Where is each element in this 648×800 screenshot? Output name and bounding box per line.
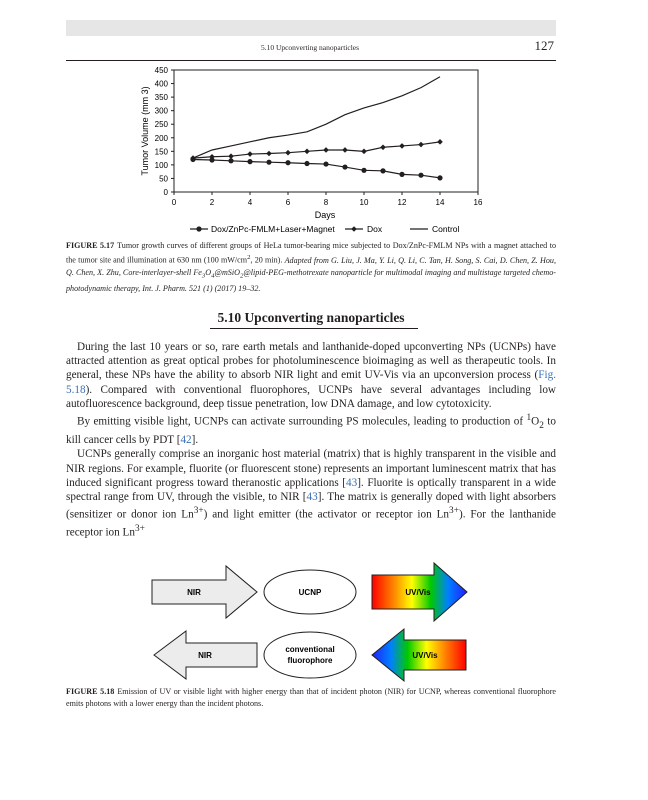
data-point: [361, 149, 367, 155]
fluorophore-label-line2: fluorophore: [287, 656, 333, 665]
x-tick-label: 12: [397, 198, 407, 207]
data-point: [323, 147, 329, 153]
caption-text: , 20 min).: [250, 255, 283, 265]
nir-arrow-right: [152, 566, 257, 618]
data-point: [380, 144, 386, 150]
paragraph: By emitting visible light, UCNPs can activate surrounding PS molecules, leading to production of $^1O_2$ to kill cancer cells by PDT [42].: [66, 413, 556, 447]
y-tick-label: 50: [159, 174, 168, 184]
nir-label: NIR: [187, 588, 201, 597]
figure-label: FIGURE 5.18: [66, 687, 115, 696]
uvvis-label: UV/Vis: [405, 588, 431, 597]
page-number: 127: [534, 38, 554, 53]
figure-5-17-caption: [66, 240, 556, 295]
caption-text: Tumor growth curves of different groups of HeLa tumor-bearing mice subjected to Dox/ZnPc-FMLM NPs with a magnet attached to the tumor site and illumination at 630 nm (100 mW/cm: [66, 241, 557, 265]
x-tick-label: 14: [435, 198, 445, 207]
data-point: [399, 172, 404, 177]
data-point: [361, 168, 366, 173]
chart-axes: [155, 66, 483, 207]
data-point: [228, 153, 234, 159]
caption-source: Adapted from G. Liu, J. Ma, Y. Li, Q. Li, C. Tan, H. Song, S. Cai, D. Chen, Z. Hou, Q. Chen, X. Zhu, Core-interlayer-shell $Fe_3O_4@mSiO_2@lipid-PEG$-methotrexate nanoparticle for multimodal imaging and multistage targeted chemo-photodynamic therapy, Int. J. Pharm. 521 (1) (2017) 19–32.: [66, 255, 556, 294]
tumor-growth-chart: [0, 0, 648, 240]
data-point: [285, 150, 291, 156]
y-axis-label: Tumor Volume (mm 3): [140, 86, 150, 176]
reference-link[interactable]: 43: [346, 476, 358, 489]
x-tick-label: 10: [359, 198, 369, 207]
y-tick-label: 0: [163, 188, 168, 197]
y-tick-label: 300: [154, 106, 168, 116]
data-point: [437, 139, 443, 145]
x-axis-label: Days: [314, 210, 336, 220]
y-tick-label: 100: [154, 160, 168, 170]
data-point: [304, 161, 309, 166]
data-point: [266, 151, 272, 157]
plot-frame: [174, 70, 478, 192]
data-point: [399, 143, 405, 149]
data-point: [342, 147, 348, 153]
data-point: [418, 142, 424, 148]
y-tick-label: 350: [154, 93, 168, 103]
reference-link[interactable]: 43: [306, 491, 318, 503]
chart-series-group: [190, 77, 443, 181]
y-tick-label: 250: [154, 120, 168, 130]
reference-link[interactable]: 42: [180, 434, 192, 447]
upconversion-diagram: [0, 555, 648, 685]
ucnp-label: UCNP: [298, 588, 322, 597]
chart-legend: [190, 224, 460, 234]
section-title-rule: [210, 328, 418, 329]
data-point: [323, 161, 328, 166]
running-head: 5.10 Upconverting nanoparticles: [260, 43, 360, 52]
y-tick-label: 450: [154, 66, 168, 75]
legend-label-dox: Dox: [367, 224, 383, 234]
data-point: [437, 175, 442, 180]
data-point: [342, 164, 347, 169]
figure-5-18-caption: [66, 686, 556, 711]
uvvis-label: UV/Vis: [412, 651, 438, 660]
x-tick-label: 6: [285, 198, 291, 207]
legend-marker-diamond: [351, 226, 357, 232]
x-tick-label: 2: [209, 198, 215, 207]
data-point: [247, 159, 252, 164]
legend-label-control: Control: [432, 224, 460, 234]
y-tick-label: 200: [154, 133, 168, 143]
data-point: [266, 160, 271, 165]
data-point: [304, 149, 310, 155]
section-title: 5.10 Upconverting nanoparticles: [217, 310, 405, 325]
data-point: [380, 168, 385, 173]
x-tick-label: 4: [247, 198, 253, 207]
caption-text: Emission of UV or visible light with higher energy than that of incident photon (NIR) for UCNP, whereas conventional fluorophore emits photons with a lower energy than the incident photons.: [66, 687, 557, 709]
nir-label: NIR: [198, 651, 212, 660]
data-point: [418, 173, 423, 178]
legend-marker-circle: [196, 226, 201, 231]
fluorophore-ellipse: [264, 632, 356, 678]
x-tick-label: 8: [323, 198, 329, 207]
x-tick-label: 0: [171, 198, 177, 207]
data-point: [285, 160, 290, 165]
legend-label-laser: Dox/ZnPc-FMLM+Laser+Magnet: [211, 224, 335, 234]
body-text: [66, 340, 556, 540]
data-point: [247, 151, 253, 157]
figure-link[interactable]: Fig. 5.18: [66, 369, 556, 396]
paragraph: During the last 10 years or so, rare earth metals and lanthanide-doped upconverting NPs (UCNPs) have attracted attention as great optical probes for photoluminescence bioimaging as well as therapeutic tools. In general, these NPs have the ability to absorb NIR light and emit UV-Vis via an upconversion process (Fig. 5.18). Compared with conventional fluorophores, UCNPs have several advantages including low autofluorescence background, deep tissue penetration, low DNA damage, and low cytotoxicity.: [66, 341, 556, 410]
y-tick-label: 150: [154, 147, 168, 157]
fluorophore-label-line1: conventional: [285, 645, 335, 654]
x-tick-label: 16: [473, 198, 483, 207]
paragraph: UCNPs generally comprise an inorganic host material (matrix) that is highly transparent in the visible and NIR regions. For example, fluorite (or fluorescent stone) represents an important luminescent matrix that has induced significant progress toward theranostic applications [43]. Fluorite is optically transparent in a wide spectral range from UV, through the visible, to NIR [43]. The matrix is generally doped with light absorbers (sensitizer or donor ion $Ln^{3+}$) and light emitter (the activator or receptor ion $Ln^{3+}$). For the lanthanide receptor ion $Ln^{3+}$: [66, 448, 556, 539]
caption-superscript: 2: [247, 254, 251, 262]
figure-label: FIGURE 5.17: [66, 241, 115, 250]
y-tick-label: 400: [154, 79, 168, 89]
